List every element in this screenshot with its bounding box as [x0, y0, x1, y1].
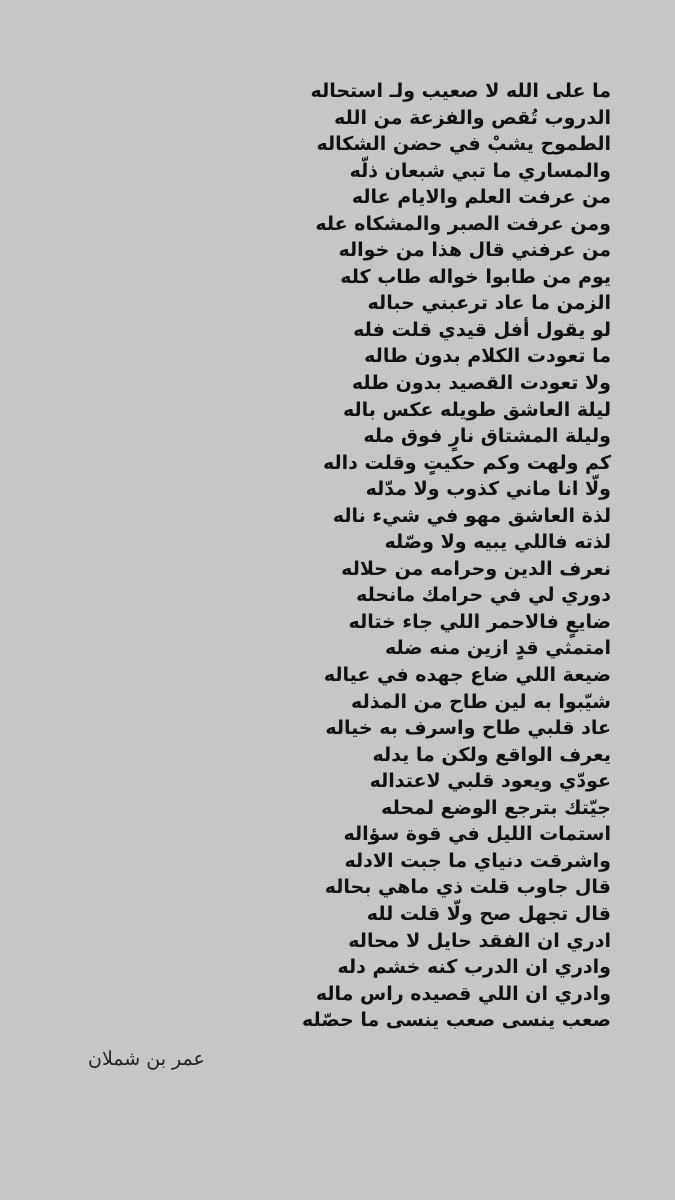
- poem-line: يوم من طابوا خواله طاب كله: [340, 265, 611, 288]
- poem-line: وادري ان الدرب كنه خشم دله: [337, 956, 611, 979]
- poem-line: من عرفت العلم والايام عاله: [351, 186, 611, 209]
- poem-line: ليلة العاشق طويله عكس باله: [343, 398, 611, 421]
- poem-line: لذة العاشق مهو في شيء ناله: [332, 504, 611, 527]
- poem-line: كم ولهت وكم حكيتٍ وقلت داله: [322, 451, 611, 474]
- poem-line: ولا تعودت القصيد بدون طله: [351, 372, 611, 395]
- poem-line: الدروب تُقص والفزعة من الله: [334, 106, 611, 129]
- poem-text: [271, 78, 611, 1034]
- poem-line: صعب ينسى صعب ينسى ما حصّله: [302, 1009, 611, 1032]
- poem-line: لذته فاللي يبيه ولا وصّله: [384, 531, 611, 554]
- poem-line: لو يقول أفل قيدي قلت فله: [353, 318, 611, 341]
- poem-line: ومن عرفت الصبر والمشكاه عله: [315, 212, 611, 235]
- poem-line: قال تجهل صح ولّا قلت لله: [366, 902, 611, 925]
- poem-line: شيّبوا به لين طاح من المذله: [351, 690, 611, 713]
- poem-line: ما تعودت الكلام بدون طاله: [364, 345, 611, 368]
- poem-line: دوري لي في حرامك مانحله: [356, 584, 611, 607]
- poem-line: الزمن ما عاد ترعبني حباله: [367, 292, 611, 315]
- poem-line: وليلة المشتاق نارٍ فوق مله: [363, 425, 611, 448]
- poem-line: نعرف الدين وحرامه من حلاله: [341, 557, 611, 580]
- poem-line: وادري ان اللي قصيده راس ماله: [315, 982, 611, 1005]
- poem-line: ولّا انا ماني كذوب ولا مدّله: [365, 478, 611, 501]
- poem-line: يعرف الواقع ولكن ما يدله: [372, 743, 611, 766]
- author-signature: عمر بن شملان: [88, 1048, 205, 1070]
- poem-line: واشرقت دنياي ما جبت الادله: [344, 849, 611, 872]
- poem-line: امتمثي قدٍ ازين منه ضله: [385, 637, 611, 660]
- poem-line: ضايعٍ فالاحمر اللي جاء ختاله: [348, 610, 611, 633]
- poem-line: والمساري ما تبي شبعان ذلّه: [349, 159, 611, 182]
- poem-line: استمات الليل في قوة سؤاله: [343, 823, 611, 846]
- poem-line: ادري ان الفقد حايل لا محاله: [348, 929, 611, 952]
- poem-line: جيّتك بترجع الوضع لمحله: [381, 796, 611, 819]
- poem-line: من عرفني قال هذا من خواله: [338, 239, 611, 262]
- poem-line: قال جاوب قلت ذي ماهي بحاله: [324, 876, 611, 899]
- poem-line: ما على الله لا صعيب ولـ استحاله: [310, 80, 611, 102]
- poem-line: عاد قلبي طاح واسرف به خياله: [325, 717, 611, 740]
- poem-line: ضيعة اللي ضاع جهده في عياله: [323, 664, 611, 687]
- poem-line: عودّي ويعود قلبي لاعتداله: [369, 770, 611, 793]
- poem-line: الطموح يشبْ في حضن الشكاله: [316, 133, 611, 156]
